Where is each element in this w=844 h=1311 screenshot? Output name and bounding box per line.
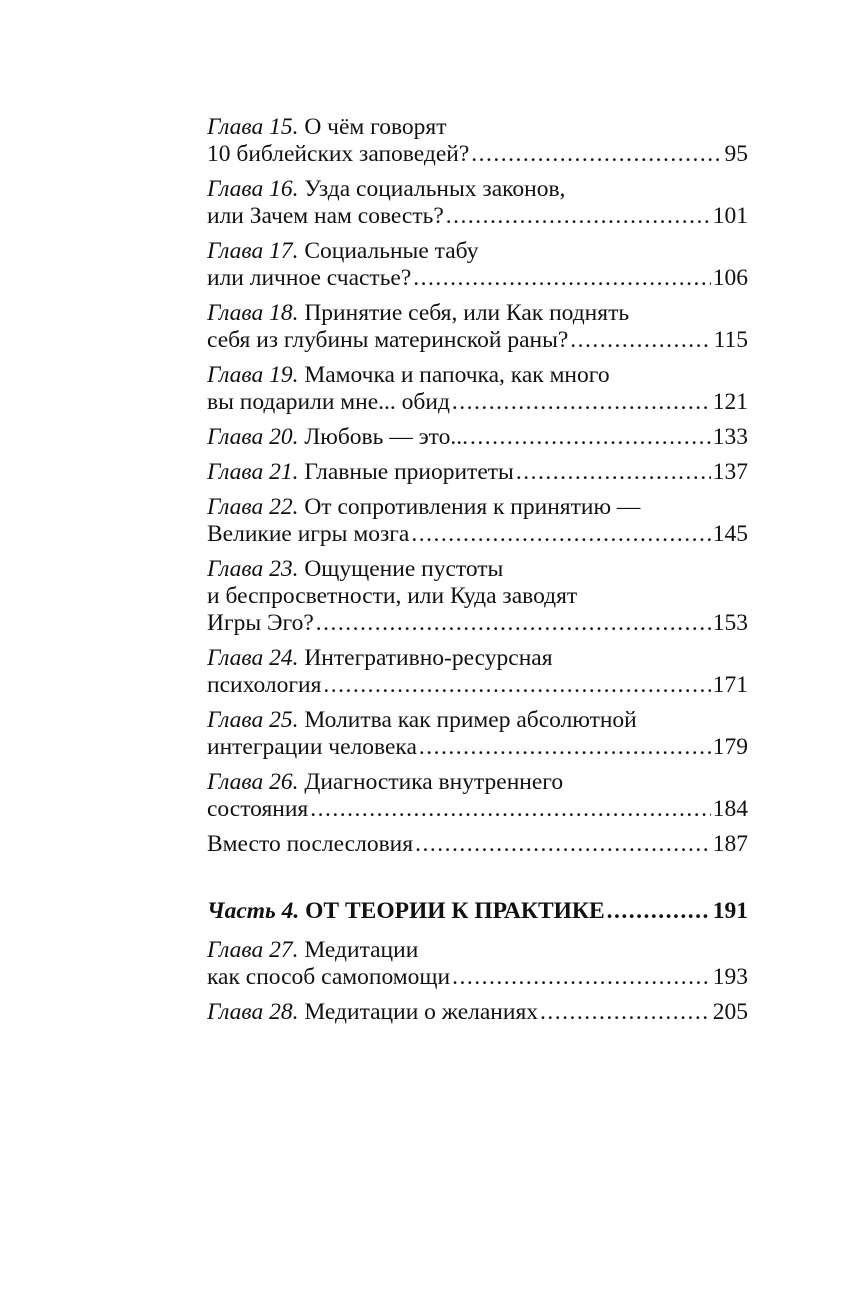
- entry-title-start: Интегративно-ресурсная: [304, 645, 553, 671]
- entry-title-start: Социальные табу: [304, 238, 479, 264]
- entry-last-line: [207, 831, 748, 858]
- page-number: 153: [712, 610, 748, 636]
- dot-leader: [316, 610, 711, 637]
- entry-label: Глава 25.: [207, 707, 299, 733]
- entry-title-text: себя из глубины материнской раны?: [207, 327, 569, 353]
- entry-title-text: или Зачем нам совесть?: [207, 203, 444, 229]
- toc-entry[interactable]: [207, 238, 748, 292]
- entry-title-end: [207, 141, 469, 168]
- toc-entry[interactable]: [207, 707, 748, 761]
- page-number: 184: [712, 796, 748, 822]
- dot-leader: [570, 327, 711, 354]
- entry-label: Глава 20.: [207, 424, 299, 450]
- dot-leader: [323, 672, 710, 699]
- toc-entry[interactable]: [207, 769, 748, 823]
- entry-title-end: [207, 521, 409, 548]
- entry-title-start: Медитации: [304, 937, 419, 963]
- entry-title-end: [207, 964, 450, 991]
- entry-title-start: Мамочка и папочка, как много: [304, 362, 610, 388]
- page-number: 137: [712, 459, 748, 485]
- dot-leader: [470, 424, 711, 451]
- entry-label: Глава 22.: [207, 494, 299, 520]
- toc-entry[interactable]: [207, 494, 748, 548]
- entry-title-text: Главные приоритеты: [304, 459, 514, 485]
- entry-title-end: [207, 265, 411, 292]
- entry-first-line: [207, 114, 748, 141]
- entry-middle-line: и беспросветности, или Куда заводят: [207, 583, 578, 609]
- entry-title-text: 10 библейских заповедей?: [207, 141, 470, 167]
- entry-last-line: [207, 964, 748, 991]
- entry-last-line: [207, 424, 748, 451]
- entry-last-line: [207, 327, 748, 354]
- entry-title-end: [207, 672, 321, 699]
- page-number: 205: [712, 999, 748, 1025]
- entry-title-text: Игры Эго?: [207, 610, 314, 636]
- toc-entry[interactable]: [207, 424, 748, 451]
- entry-title-text: Вместо послесловия: [207, 831, 414, 857]
- entry-first-line: [207, 176, 748, 203]
- entry-first-line: [207, 937, 748, 964]
- entry-title-start: О чём говорят: [304, 114, 447, 140]
- entry-label: Глава 28.: [207, 999, 299, 1025]
- entry-title-end: [207, 999, 538, 1026]
- entry-title-end: [207, 459, 514, 486]
- entry-last-line: [207, 389, 748, 416]
- page-number: 95: [724, 141, 748, 167]
- entry-last-line: [207, 672, 748, 699]
- dot-leader: [413, 265, 710, 292]
- entry-title-end: [207, 424, 468, 451]
- dot-leader: [607, 898, 711, 925]
- entry-title-text: Великие игры мозга: [207, 521, 410, 547]
- entry-last-line: [207, 734, 748, 761]
- page-number: 106: [712, 265, 748, 291]
- entry-last-line: [207, 141, 748, 168]
- dot-leader: [452, 389, 711, 416]
- entry-first-line: [207, 707, 748, 734]
- dot-leader: [540, 999, 711, 1026]
- entry-title-start: От сопротивления к принятию —: [304, 494, 641, 520]
- entry-label: Глава 15.: [207, 114, 299, 140]
- entry-first-line: [207, 494, 748, 521]
- page-number: 145: [712, 521, 748, 547]
- entry-label: Глава 19.: [207, 362, 299, 388]
- entry-title-text: ОТ ТЕОРИИ К ПРАКТИКЕ: [305, 898, 605, 924]
- entry-title-end: [207, 831, 413, 858]
- entry-label: Глава 24.: [207, 645, 299, 671]
- dot-leader: [310, 796, 711, 823]
- toc-entry[interactable]: [207, 362, 748, 416]
- entry-label: Глава 27.: [207, 937, 299, 963]
- toc-entry[interactable]: [207, 300, 748, 354]
- entry-title-end: [207, 734, 417, 761]
- entry-title-text: вы подарили мне... обид: [207, 389, 450, 415]
- entry-title-text: как способ самопомощи: [207, 964, 451, 990]
- toc-part-entry[interactable]: [207, 898, 748, 925]
- entry-title-start: Диагностика внутреннего: [304, 769, 564, 795]
- entry-title-end: [207, 898, 605, 925]
- entry-title-text: Любовь — это...: [304, 424, 469, 450]
- dot-leader: [415, 831, 711, 858]
- dot-leader: [419, 734, 711, 761]
- entry-title-start: Ощущение пустоты: [304, 556, 504, 582]
- page-number: 191: [712, 898, 748, 924]
- entry-last-line: [207, 203, 748, 230]
- entry-title-text: или личное счастье?: [207, 265, 412, 291]
- entry-last-line: [207, 459, 748, 486]
- entry-first-line: [207, 362, 748, 389]
- entry-first-line: [207, 300, 748, 327]
- entry-first-line: [207, 238, 748, 265]
- entry-title-start: Принятие себя, или Как поднять: [304, 300, 630, 326]
- dot-leader: [446, 203, 711, 230]
- entry-label: Глава 23.: [207, 556, 299, 582]
- entry-first-line: [207, 769, 748, 796]
- entry-last-line: [207, 521, 748, 548]
- entry-label: Глава 21.: [207, 459, 299, 485]
- entry-last-line: [207, 610, 748, 637]
- page-number: 187: [712, 831, 748, 857]
- table-of-contents: [207, 114, 748, 1034]
- entry-title-end: [207, 389, 450, 416]
- page-number: 133: [712, 424, 748, 450]
- entry-last-line: [207, 999, 748, 1026]
- entry-title-end: [207, 327, 568, 354]
- dot-leader: [411, 521, 710, 548]
- entry-title-text: психология: [207, 672, 322, 698]
- toc-entry[interactable]: [207, 114, 748, 168]
- toc-entry[interactable]: [207, 176, 748, 230]
- toc-entry[interactable]: [207, 937, 748, 991]
- dot-leader: [471, 141, 722, 168]
- dot-leader: [516, 459, 711, 486]
- entry-label: Глава 17.: [207, 238, 299, 264]
- entry-label: Глава 26.: [207, 769, 299, 795]
- toc-entry[interactable]: [207, 831, 748, 858]
- entry-title-text: состояния: [207, 796, 309, 822]
- entry-title-end: [207, 203, 444, 230]
- page-number: 121: [712, 389, 748, 415]
- toc-entry[interactable]: [207, 556, 748, 637]
- toc-entry[interactable]: [207, 645, 748, 699]
- page-number: 193: [712, 964, 748, 990]
- entry-label: Глава 16.: [207, 176, 299, 202]
- dot-leader: [452, 964, 711, 991]
- page-number: 101: [712, 203, 748, 229]
- page-number: 171: [712, 672, 748, 698]
- toc-entry[interactable]: [207, 999, 748, 1026]
- entry-title-text: Медитации о желаниях: [304, 999, 539, 1025]
- entry-title-text: интеграции человека: [207, 734, 417, 760]
- entry-first-line: [207, 556, 748, 583]
- entry-title-start: Узда социальных законов,: [304, 176, 566, 202]
- page-number: 115: [713, 327, 748, 353]
- entry-title-start: Молитва как пример абсолютной: [304, 707, 637, 733]
- entry-last-line: [207, 796, 748, 823]
- entry-title-end: [207, 610, 314, 637]
- entry-last-line: [207, 265, 748, 292]
- page-number: 179: [712, 734, 748, 760]
- entry-first-line: [207, 645, 748, 672]
- entry-title-end: [207, 796, 308, 823]
- entry-last-line: [207, 898, 748, 925]
- entry-label: Глава 18.: [207, 300, 299, 326]
- toc-entry[interactable]: [207, 459, 748, 486]
- entry-label: Часть 4.: [207, 898, 300, 924]
